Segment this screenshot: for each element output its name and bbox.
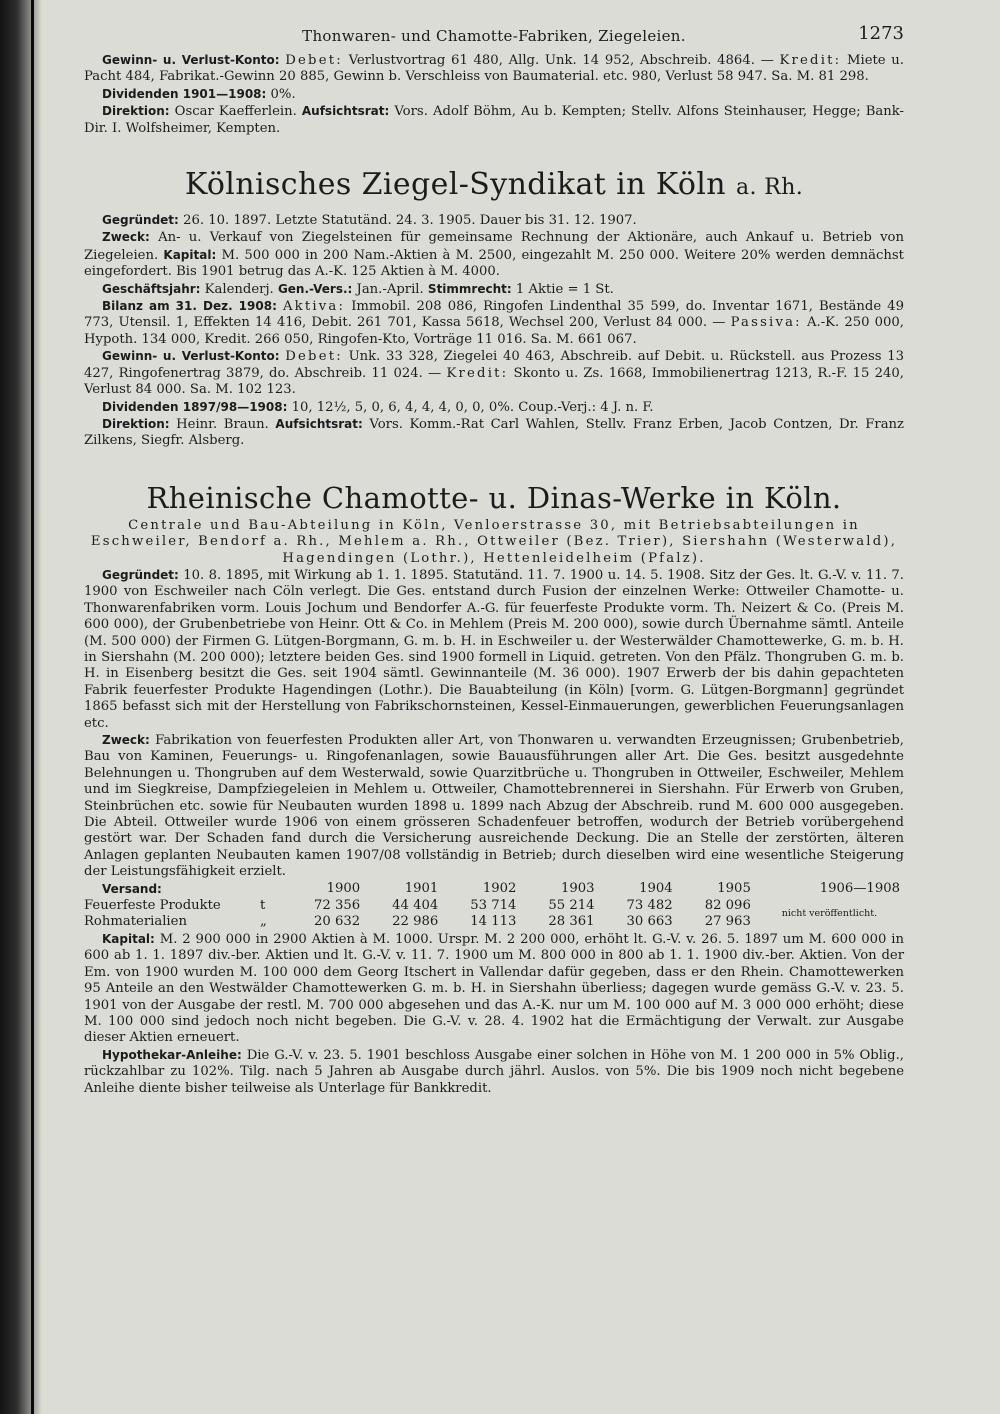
dividends-label: Dividenden 1897/98—1908: bbox=[102, 399, 288, 414]
year-cell: 1905 bbox=[717, 881, 751, 897]
founded-text: 26. 10. 1897. Letzte Statutänd. 24. 3. 1905. Dauer bis 31. 12. 1907. bbox=[183, 213, 637, 229]
value-cell: 55 214 bbox=[548, 898, 595, 914]
value-cell: 73 482 bbox=[626, 898, 673, 914]
row-label: Rohmaterialien bbox=[84, 914, 187, 930]
general-meeting-label: Gen.-Vers.: bbox=[277, 281, 353, 296]
aufsichtsrat-label: Aufsichtsrat: bbox=[275, 416, 363, 431]
company-title bbox=[84, 167, 904, 206]
value-cell: 22 986 bbox=[392, 914, 439, 930]
capital-text: M. 500 000 in 200 Nam.-Aktien à M. 2500, eingezahlt M. 250 000. Weitere 20% werden demnächst eingefordert. Bis 1901 betrug das A.-K. 125 Aktien à M. 4000. bbox=[84, 247, 904, 280]
balance-paragraph bbox=[84, 298, 904, 348]
running-header bbox=[84, 22, 904, 52]
voting-right-text: 1 Aktie = 1 St. bbox=[515, 281, 614, 297]
year-cell: 1901 bbox=[404, 881, 439, 897]
row-label: Feuerfeste Produkte bbox=[84, 898, 221, 914]
fiscal-year-text: Kalenderj. bbox=[204, 281, 274, 297]
liabilities-label: Passiva: bbox=[730, 315, 802, 331]
year-cell: 1902 bbox=[482, 881, 517, 897]
value-cell: 44 404 bbox=[392, 898, 439, 914]
value-cell: 14 113 bbox=[470, 914, 517, 930]
value-cell: 72 356 bbox=[313, 898, 361, 914]
row-unit: „ bbox=[260, 914, 267, 930]
row-unit: t bbox=[260, 898, 266, 914]
founded-paragraph bbox=[84, 212, 904, 229]
year-cell: 1906—1908 bbox=[819, 881, 900, 897]
gv-paragraph bbox=[84, 52, 904, 86]
capital-paragraph bbox=[84, 931, 904, 1047]
shipment-label: Versand: bbox=[102, 881, 162, 896]
document-page bbox=[84, 22, 904, 1097]
voting-right-label: Stimmrecht: bbox=[427, 281, 512, 296]
value-cell: 27 963 bbox=[704, 914, 751, 930]
purpose-paragraph bbox=[84, 732, 904, 881]
company-entry-rheinische-chamotte bbox=[84, 480, 904, 1097]
purpose-text: Fabrikation von feuerfesten Produkten aller Art, von Thonwaren u. verwandten Erzeugnissen; Grubenbetrieb, Bau von Kaminen, Feuerungs- u. Ringofenanlagen, sowie Bauausführungen aller Art. Die Ges. besitzt ausgedehnte Belehnungen u. Thongruben auf dem Westerwald, sowie Quarzitbrüche u. Thongruben in Ottweiler, Eschweiler, Mehlem und im Siegkreise, Dampfziegeleien in Mehlem u. Ottweiler, Chamottebrennerei in Siershahn. Für Erwerb von Gruben, Steinbrüchen etc. sowie für Neubauten wurden 1898 u. 1899 nach Abzug der Abschreib. rund M. 600 000 ausgegeben. Die Abteil. Ottweiler wurde 1906 von einem grösseren Schadenfeuer betroffen, wodurch der Betrieb vorübergehend gestört war. Der Schaden fand durch die Versicherung ausreichende Deckung. Die an Stelle der zerstörten, älteren Anlagen geplanten Neubauten kamen 1907/08 vollständig in Betrieb; durch dieselben wird eine wesentliche Steigerung der Leistungsfähigkeit erzielt. bbox=[84, 733, 904, 880]
value-cell: 20 632 bbox=[313, 914, 361, 930]
profit-loss-label: Gewinn- u. Verlust-Konto: bbox=[102, 349, 280, 364]
purpose-text: An- u. Verkauf von Ziegelsteinen für gemeinsame Rechnung der Aktionäre, auch Ankauf u. Betrieb von Ziegeleien. bbox=[84, 230, 904, 263]
gv-label: Gewinn- u. Verlust-Konto: bbox=[102, 53, 280, 67]
company-entry-koelnisches-ziegel-syndikat bbox=[84, 167, 904, 450]
aufsichtsrat-text: Vors. Komm.-Rat Carl Wahlen, Stellv. Franz Erben, Jacob Contzen, Dr. Franz Zilkens, Siegfr. Alsberg. bbox=[84, 416, 904, 449]
management-paragraph bbox=[84, 416, 904, 450]
table-row bbox=[84, 898, 904, 914]
balance-label: Bilanz am 31. Dez. 1908: bbox=[102, 299, 277, 314]
year-cell: 1904 bbox=[639, 881, 673, 897]
direktion-label: Direktion: bbox=[102, 416, 170, 431]
aufsichtsrat-text: Vors. Adolf Böhm, Au b. Kempten; Stellv. Alfons Steinhauser, Hegge; Bank-Dir. I. Wolfsheimer, Kempten. bbox=[84, 104, 904, 136]
capital-text: M. 2 900 000 in 2900 Aktien à M. 1000. Urspr. M. 2 200 000, erhöht lt. G.-V. v. 26. 5. 1897 um M. 600 000 in 600 ab 1. 1. 1897 div.-ber. Aktien und lt. G.-V. v. 11. 7. 1900 um M. 800 000 in 800 ab 1. 1. 1900 div.-ber. Aktien. Von der Em. von 1900 wurden M. 100 000 dem Georg Itschert in Vallendar dafür gegeben, dass er den Rhein. Chamottewerken 95 Anteile an den Westwälder Chamottewerken G. m. b. H. in Siershahn überliess; dagegen wurde gemäss G.-V. v. 23. 5. 1901 von der Ausgabe der restl. M. 700 000 abgesehen und das A.-K. nur um M. 100 000 auf M. 3 000 000 erhöht; diese M. 100 000 sind jedoch noch nicht begeben. Die G.-V. v. 28. 4. 1902 hat die Ermächtigung der Verwalt. zur Ausgabe dieser Aktien erneuert. bbox=[84, 931, 904, 1046]
founded-label: Gegründet: bbox=[102, 567, 179, 582]
assets-label: Aktiva: bbox=[282, 299, 346, 315]
capital-label: Kapital: bbox=[163, 247, 217, 262]
board-paragraph bbox=[84, 103, 904, 137]
page-number: 1273 bbox=[858, 23, 904, 44]
profit-loss-paragraph bbox=[84, 348, 904, 398]
direktion-text: Heinr. Braun. bbox=[176, 416, 269, 432]
founded-paragraph bbox=[84, 567, 904, 732]
credit-text: Skonto u. Zs. 1668, Immobilienertrag 1213, R.-F. 15 240, Verlust 84 000. Sa. M. 102 123. bbox=[84, 365, 905, 398]
running-title: Thonwaren- und Chamotte-Fabriken, Ziegeleien. bbox=[302, 27, 686, 45]
value-cell: 82 096 bbox=[704, 898, 751, 914]
founded-label: Gegründet: bbox=[102, 213, 179, 228]
shipment-header-row bbox=[84, 881, 904, 898]
company-title: Rheinische Chamotte- u. Dinas-Werke in Köln. bbox=[146, 480, 842, 515]
assets-text: Immobil. 208 086, Ringofen Lindenthal 35 599, do. Inventar 1671, Bestände 49 773, Utensil. 1, Effekten 14 416, Debit. 261 701, Kassa 5618, Wechsel 200, Verlust 84 000. — bbox=[84, 299, 904, 331]
direktion-label: Direktion: bbox=[102, 104, 170, 119]
credit-label: Kredit: bbox=[446, 365, 509, 381]
book-gutter-line bbox=[31, 0, 34, 1414]
gv-kredit-text: Miete u. Pacht 484, Fabrikat.-Gewinn 20 885, Gewinn b. Verschleiss von Baumaterial. etc. 980, Verlust 58 947. Sa. M. 81 298. bbox=[84, 53, 904, 85]
purpose-label: Zweck: bbox=[102, 733, 150, 747]
year-cell: 1900 bbox=[326, 881, 361, 897]
not-published-note: nicht veröffentlicht. bbox=[781, 908, 878, 920]
dividend-label: Dividenden 1901—1908: bbox=[102, 86, 267, 101]
capital-label: Kapital: bbox=[102, 931, 155, 946]
mortgage-loan-paragraph bbox=[84, 1047, 904, 1097]
liabilities-text: A.-K. 250 000, Hypoth. 134 000, Kredit. 266 050, Ringofen-Kto, Vorträge 11 016. Sa. M. 661 067. bbox=[84, 315, 904, 347]
purpose-label: Zweck: bbox=[102, 230, 150, 245]
value-cell: 30 663 bbox=[626, 914, 673, 930]
mortgage-loan-label: Hypothekar-Anleihe: bbox=[102, 1047, 242, 1062]
company-title-suffix: a. Rh. bbox=[735, 175, 804, 201]
meta-paragraph bbox=[84, 281, 904, 298]
debit-label: Debet: bbox=[285, 349, 343, 365]
company-title-main: Kölnisches Ziegel-Syndikat in Köln bbox=[184, 167, 726, 203]
purpose-paragraph bbox=[84, 229, 904, 280]
gv-debet-label: Debet: bbox=[285, 53, 343, 68]
value-cell: 53 714 bbox=[470, 898, 517, 914]
locations-paragraph: Centrale und Bau-Abteilung in Köln, Venloerstrasse 30, mit Betriebsabteilungen in Eschweiler, Bendorf a. Rh., Mehlem a. Rh., Ottweiler (Bez. Trier), Siershahn (Westerwald), Hagendingen (Lothr.), Hettenleidelheim (Pfalz). bbox=[90, 517, 898, 566]
fiscal-year-label: Geschäftsjahr: bbox=[102, 281, 201, 296]
dividend-paragraph bbox=[84, 86, 904, 103]
founded-text: 10. 8. 1895, mit Wirkung ab 1. 1. 1895. Statutänd. 11. 7. 1900 u. 14. 5. 1908. Sitz der Ges. lt. G.-V. v. 11. 7. 1900 von Eschweiler nach Cöln verlegt. Die Ges. entstand durch Fusion der einzelnen Werke: Ottweiler Chamotte- u. Thonwarenfabriken vorm. Louis Jochum und Bendorfer A.-G. für feuerfeste Produkte vorm. Th. Neizert & Co. (Preis M. 600 000), der Grubenbetriebe von Heinr. Ott & Co. in Mehlem (Preis M. 200 000), sowie durch Übernahme sämtl. Anteile (M. 500 000) der Firmen G. Lütgen-Borgmann, G. m. b. H. in Eschweiler u. der Westerwälder Chamottewerke, G. m. b. H. in Siershahn (M. 200 000); letztere beiden Ges. sind 1900 formell in Liquid. getreten. Von den Pfälz. Thongruben G. m. b. H. in Eisenberg besitzt die Ges. seit 1904 sämtl. Gewinnanteile (M. 36 000). 1907 Erwerb der bis dahin gepachteten Fabrik feuerfester Produkte Hagendingen (Lothr.). Die Bauabteilung (in Köln) [vorm. G. Lütgen-Borgmann] gegründet 1865 befasst sich mit der Herstellung von Fabrikschornsteinen, Kessel-Einmauerungen, gewerblichen Feuerungsanlagen etc. bbox=[84, 567, 904, 731]
gv-debet-text: Verlustvortrag 61 480, Allg. Unk. 14 952, Abschreib. 4864. — bbox=[348, 53, 774, 68]
dividend-text: 0%. bbox=[270, 86, 296, 102]
general-meeting-text: Jan.-April. bbox=[356, 281, 424, 297]
mortgage-loan-text: Die G.-V. v. 23. 5. 1901 beschloss Ausgabe einer solchen in Höhe von M. 1 200 000 in 5% Oblig., rückzahlbar zu 102%. Tilg. nach 5 Jahren ab Ausgabe durch jährl. Auslos. von 5%. Die bis 1909 noch nicht begebene Anleihe diente bisher teilweise als Unterlage für Bankkredit. bbox=[84, 1047, 904, 1096]
previous-entry-tail bbox=[84, 52, 904, 137]
book-spine-shadow bbox=[0, 0, 42, 1414]
year-cell: 1903 bbox=[561, 881, 595, 897]
debit-text: Unk. 33 328, Ziegelei 40 463, Abschreib. auf Debit. u. Rückstell. aus Prozess 13 427, Ringofenertrag 3879, do. Abschreib. 11 024. — bbox=[84, 349, 904, 381]
direktion-text: Oscar Kaefferlein. bbox=[174, 104, 297, 120]
shipment-table bbox=[84, 881, 904, 931]
dividends-paragraph bbox=[84, 399, 904, 416]
value-cell: 28 361 bbox=[548, 914, 595, 930]
gv-kredit-label: Kredit: bbox=[779, 53, 842, 68]
aufsichtsrat-label: Aufsichtsrat: bbox=[301, 104, 390, 119]
dividends-text: 10, 12½, 5, 0, 6, 4, 4, 4, 0, 0, 0%. Coup.-Verj.: 4 J. n. F. bbox=[291, 399, 654, 415]
